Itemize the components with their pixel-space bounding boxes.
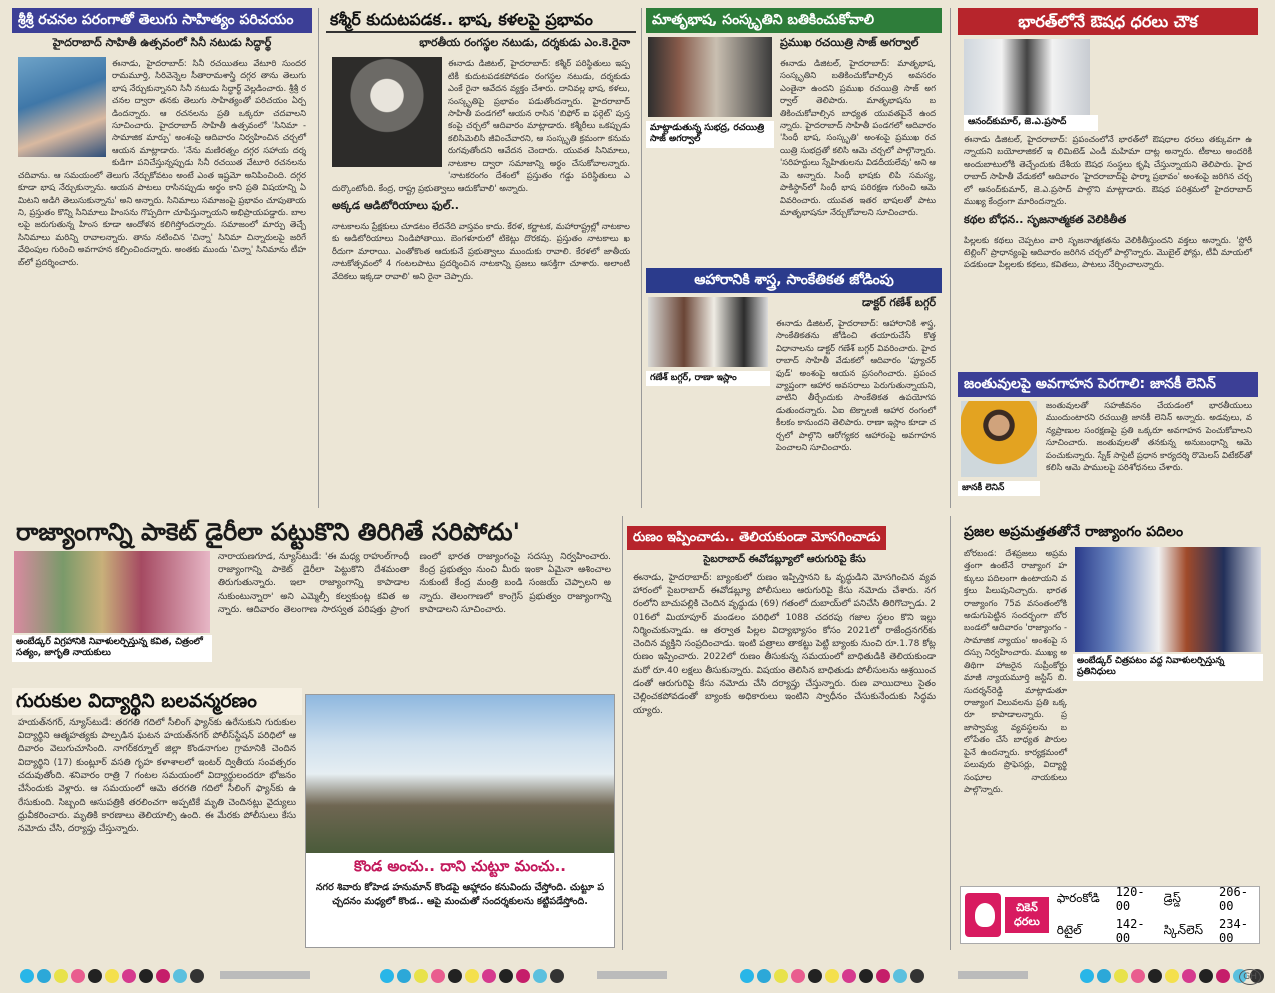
article-body-intro: బోరబండ: దేశప్రజలు అప్రమత్తంగా ఉంటేనే రాజ్యాంగ హక్కులు పదిలంగా ఉంటాయని వక్తలు పిలుపునిచ్చారు. భారత రాజ్యాంగం 75వ వసంతంలోకి అడుగుపెట్టిన సందర్భంగా బోరబండలో ఆదివారం 'రాజ్యాంగం - సామాజిక న్యాయం' అంశంపై సదస్సు నిర్వహించారు. ముఖ్య అతిథిగా హాజరైన సుప్రీంకోర్టు మాజీ న్యాయమూర్తి జస్టిస్ బి.సుదర్శన్‌రెడ్డి మాట్లాడుతూ రాజ్యాంగ విలువలను ప్రతి ఒక్కరూ కాపాడాలన్నారు. ప్రజాస్వామ్య వ్యవస్థలను బలోపేతం చేసే బాధ్యత పౌరులపైనే ఉందన్నారు. కార్యక్రమంలో పలువురు ప్రొఫెసర్లు, విద్యార్థి సంఘాల నాయకులు పాల్గొన్నారు. <box>964 547 1067 795</box>
registration-dot <box>859 969 873 983</box>
photo-caption: గణేశ్ బగ్గర్, రాణా ఇస్లాం <box>646 371 770 387</box>
registration-dot <box>842 969 856 983</box>
registration-dot <box>910 969 924 983</box>
article-body: నారాయణగూడ, న్యూస్‌టుడే: 'ఈ మధ్య రాహుల్‌గాంధీ రాజ్యాంగాన్ని పాకెట్ డైరీలా పెట్టుకొని దేశమంతా తిరుగుతున్నారు. ఇలా రాజ్యాంగాన్ని కాపాడాలనుకుంటున్నారా' అని ఎమ్మెల్సీ కల్వకుంట్ల కవిత అన్నారు. ఆదివారం తెలంగాణ సారస్వత పరిషత్తు ప్రాంగణంలో భారత రాజ్యాంగంపై సదస్సు నిర్వహించారు. కేంద్ర ప్రభుత్వం నుంచి మీరు ఇంకా ఏమైనా ఆశించాలనుకుంటే కేంద్ర మంత్రి బండి సంజయ్ చెప్పాలని అన్నారు. తెలంగాణలో కాంగ్రెస్ ప్రభుత్వం రాజ్యాంగాన్ని కాపాడాలని సూచించారు. <box>218 551 611 616</box>
headline: శ్రీశ్రీ రచనల పరంగాతో తెలుగు సాహిత్యం పరిచయం <box>12 8 312 33</box>
article-body: హయత్‌నగర్, న్యూస్‌టుడే: తరగతి గదిలో సీలింగ్ ఫ్యాన్‌కు ఉరేసుకుని గురుకుల విద్యార్థిని ఆత్మహత్యకు పాల్పడిన ఘటన హయత్‌నగర్ పోలీస్‌స్టేషన్ పరిధిలో ఆదివారం వెలుగుచూసింది. నాగర్‌కర్నూల్ జిల్లా కొండనాగుల గ్రామానికి చెందిన విద్యార్థిని (17) కుంట్లూర్ వసతి గృహ కళాశాలలో ఇంటర్ ద్వితీయ సంవత్సరం చదువుతోంది. శనివారం రాత్రి 7 గంటల సమయంలో విద్యార్థులందరూ భోజనం చేసేందుకు వెళ్లారు. ఆ సమయంలో ఆమె తరగతి గదిలో సీలింగ్ ఫ్యాన్‌కు ఉరేసుకుంది. సిబ్బంది ఆసుపత్రికి తరలించగా అప్పటికే మృతి చెందినట్లు వైద్యులు ధ్రువీకరించారు. మృతికి కారణాలు తెలియాల్సి ఉంది. ఈ మేరకు పోలీసులు కేసు నమోదు చేసి, దర్యాప్తు చేస్తున్నారు. <box>18 717 296 835</box>
registration-dot <box>139 969 153 983</box>
registration-dot <box>20 969 34 983</box>
registration-dot <box>774 969 788 983</box>
subheadline: సైబరాబాద్ ఈవోడబ్ల్యూలో ఆరుగురిపై కేసు <box>703 553 866 565</box>
headline: జంతువులపై అవగాహన పెరగాలి: జానకీ లెనిన్ <box>958 372 1258 397</box>
page-marker: GH <box>1239 969 1261 985</box>
headline: రాజ్యాంగాన్ని పాకెట్ డైరీలా పట్టుకొని తిరిగితే సరిపోదు' <box>16 518 520 546</box>
prices-logo-text: చికెన్ ధరలు <box>1005 897 1049 934</box>
article-constitution-safe <box>958 520 1263 882</box>
photo-feature-hill <box>305 694 615 948</box>
registration-dot <box>1131 969 1145 983</box>
registration-marks <box>20 969 204 983</box>
article-body: ఈనాడు డిజిటల్, హైదరాబాద్: ఆహారానికి శాస్త్ర, సాంకేతికతను జోడించి తయారుచేసే కొత్త విధానాలను డాక్టర్ గణేశ్ బగ్గర్ వివరించారు. హైదరాబాద్ సాహితీ వేడుకలో ఆదివారం 'ఫ్యూచర్ ఫుడ్' అంశంపై ఆయన ప్రసంగించారు. ప్రపంచ వ్యాప్తంగా ఆహార అవసరాలు పెరుగుతున్నాయని, వాటిని తీర్చేందుకు సాంకేతికత ఉపయోగపడుతుందన్నారు. ఏఐ టెక్నాలజీ ఆహార రంగంలో కీలకం కానుందని తెలిపారు. రాణా ఇస్లాం కూడా చర్చలో పాల్గొని ఆరోగ్యకర ఆహారంపై అవగాహన పెంచాలని సూచించారు. <box>776 317 936 453</box>
subheadline: ప్రముఖ రచయిత్రి సాజ్ అగర్వాల్ <box>780 35 919 49</box>
registration-dot <box>740 969 754 983</box>
registration-dot <box>482 969 496 983</box>
article-ganesh-baggar <box>646 268 942 508</box>
registration-dot <box>757 969 771 983</box>
registration-dot <box>431 969 445 983</box>
subheadline: డాక్టర్ గణేశ్ బగ్గర్ <box>862 295 936 309</box>
photo-caption: మాట్లాడుతున్న సుభద్ర, రచయిత్రి సాజ్ అగర్వాల్ <box>646 121 774 148</box>
registration-dot <box>1080 969 1094 983</box>
article-kavitha-constitution <box>12 516 617 684</box>
column-divider <box>622 516 623 950</box>
chicken-prices-box <box>960 886 1260 944</box>
headline: మాతృభాష, సంస్కృతిని బతికించుకోవాలి <box>646 8 942 33</box>
photo-siddharth <box>18 57 106 157</box>
registration-dot <box>1165 969 1179 983</box>
headline: ప్రజల అప్రమత్తతతోనే రాజ్యాంగం పదిలం <box>964 524 1184 540</box>
article-body: ఈనాడు డిజిటల్, హైదరాబాద్: మాతృభాష, సంస్కృతిని బతికించుకోవాల్సిన అవసరం ఎంతైనా ఉందని ప్రముఖ రచయిత్రి సాజ్ అగర్వాల్ తెలిపారు. మాతృభాషను బతికించుకోవాల్సిన బాధ్యత యువతపైనే ఉందన్నారు. హైదరాబాద్ సాహితీ పండగలో ఆదివారం 'సింధీ భాష, సంస్కృతి' అంశంపై ప్రముఖ రచయిత్రి సుభద్రతో కలిసి ఆమె చర్చలో పాల్గొన్నారు. 'సరిహద్దులు స్నేహితులను విడదీయలేవు' అని ఆమె అన్నారు. సింధీ భాషకు లిపి సమస్య, పాకిస్థాన్‌లో సింధీ భాష పరిరక్షణ గురించి ఆమె వివరించారు. యువత ఇతర భాషలతో పాటు మాతృభాషనూ నేర్చుకోవాలని సూచించారు. <box>780 57 936 218</box>
article-siddharth <box>12 8 312 508</box>
photo-caption: అంబేడ్కర్ చిత్రపటం వద్ద నివాళులర్పిస్తున్న ప్రతినిధులు <box>1073 654 1263 681</box>
registration-dot <box>1114 969 1128 983</box>
chicken-icon <box>965 893 1001 937</box>
registration-dot <box>1216 969 1230 983</box>
registration-dot <box>1148 969 1162 983</box>
article-body: జంతువులతో సహజీవనం చేయడంలో భారతీయులు ముందుంటారని రచయిత్రి జానకీ లెనిన్ అన్నారు. అడవులు, వన్యప్రాణుల సంరక్షణపై ప్రతి ఒక్కరూ అవగాహన పెంచుకోవాలని సూచించారు. జంతువులతో తనకున్న అనుబంధాన్ని ఆమె పంచుకున్నారు. స్నేక్ సాసైటీ ప్రధాన కార్యదర్శి రొమెలస్ విటేకర్‌తో కలిసి ఆమె పాములపై పరిశోధనలు చేశారు. <box>1046 399 1252 472</box>
headline: ఆహారానికి శాస్త్ర, సాంకేతికత జోడింపు <box>646 268 942 293</box>
subheadline-2: కథల బోధన.. సృజనాత్మకత వెలికితీత <box>964 212 1127 226</box>
registration-bar <box>597 971 667 979</box>
article-body-2: పిల్లలకు కథలు చెప్పటం వారి సృజనాత్మకతను వెలికితీస్తుందని వక్తలు అన్నారు. 'స్టోరీ టెల్లింగ్' ప్రాధాన్యంపై ఆదివారం జరిగిన చర్చలో పాల్గొన్నారు. మొబైల్ ఫోన్లు, టీవీ మాయలో పడకుండా పిల్లలకు కథలు, కవితలు, పాటలు నేర్పించాలన్నారు. <box>964 234 1252 270</box>
subheadline: హైదరాబాద్ సాహితీ ఉత్సవంలో సినీ నటుడు సిద్ధార్థ్ <box>52 35 272 49</box>
registration-dot <box>105 969 119 983</box>
registration-dot <box>380 969 394 983</box>
article-drug-prices <box>958 8 1258 370</box>
registration-dot <box>71 969 85 983</box>
registration-marks <box>740 969 924 983</box>
photo-kavitha <box>14 551 210 633</box>
registration-dot <box>791 969 805 983</box>
registration-dot <box>499 969 513 983</box>
registration-marks <box>1080 969 1264 983</box>
photo-panel <box>648 297 768 367</box>
table-row: ఫారంకోడి 120-00 డ్రెస్డ్ 206-00 <box>1056 885 1248 913</box>
photo-caption: ఆనంద్‌కుమార్, జె.ఎ.ప్రసాద్ <box>964 115 1098 131</box>
article-janaki-lenin <box>958 372 1258 508</box>
registration-dot <box>414 969 428 983</box>
article-mk-raina <box>326 8 636 508</box>
article-body: ఈనాడు, హైదరాబాద్: బ్యాంకులో రుణం ఇప్పిస్తానని ఓ వృద్ధుడిని మోసగించిన వ్యవహారంలో సైబరాబాద్ ఈవోడబ్ల్యూ పోలీసులు ఆరుగురిపై కేసు నమోదు చేశారు. నగరంలోని బాచుపల్లికి చెందిన వృద్ధుడు (69) గతంలో దుబాయ్‌లో పనిచేసి తిరిగొచ్చాడు. 2016లో మియాపూర్ మండలం పరిధిలో 1088 చదరపు గజాల స్థలం కొని ఇల్లు నిర్మించుకున్నాడు. ఆ తర్వాత పిల్లల విద్యాభ్యాసం కోసం 2021లో రాజేంద్రనగర్‌కు చెందిన వ్యక్తిని సంప్రదించాడు. ఇంటి పత్రాలు తాకట్టు పెట్టి బ్యాంకు నుంచి రూ.1.78 కోట్ల రుణం ఇప్పించారు. 2022లో రుణం తీసుకున్న సమయంలో బాధితుడికి తెలియకుండా మరో రూ.40 లక్షలు తీసుకున్నారు. విషయం తెలిసిన బాధితుడు పోలీసులను ఆశ్రయించడంతో ఆరుగురిపై కేసు నమోదు చేసి దర్యాప్తు చేస్తున్నారు. రుణ వాయిదాలు సైతం చెల్లించకపోవడంతో బ్యాంకు అధికారులు ఇంటిని స్వాధీనం చేసుకునేందుకు సిద్ధమయ్యారు. <box>633 572 936 716</box>
headline: కశ్మీర్ కుదుటపడక.. భాష, కళలపై ప్రభావం <box>326 8 636 33</box>
registration-dot <box>825 969 839 983</box>
registration-dot <box>1097 969 1111 983</box>
registration-dot <box>54 969 68 983</box>
headline: గురుకుల విద్యార్థిని బలవన్మరణం <box>12 688 302 715</box>
column-divider <box>641 8 642 508</box>
photo-title: కొండ అంచు.. దాని చుట్టూ మంచు.. <box>354 857 566 875</box>
photo-janaki-lenin <box>961 401 1037 477</box>
registration-dot <box>88 969 102 983</box>
registration-dot <box>876 969 890 983</box>
registration-dot <box>893 969 907 983</box>
photo-caption: జానకీ లెనిన్ <box>958 481 1040 497</box>
registration-marks <box>380 969 564 983</box>
registration-dot <box>808 969 822 983</box>
registration-dot <box>37 969 51 983</box>
column-divider <box>950 8 951 508</box>
registration-dot <box>533 969 547 983</box>
registration-dot <box>448 969 462 983</box>
column-divider <box>318 8 319 508</box>
registration-bar <box>958 971 1028 979</box>
article-gurukul-student <box>12 688 302 950</box>
registration-dot <box>173 969 187 983</box>
prices-table <box>1049 883 1259 947</box>
article-body-2: నాటకాలను ప్రేక్షకులు చూడటం లేదనేది వాస్తవం కాదు. కేరళ, కర్ణాటక, మహారాష్ట్రల్లో నాటకాలకు ఆడిటోరియాలు నిండిపోతాయి. బెంగళూరులో టికెట్లు దొరకవు. ప్రస్తుతం నాటకాలు ఖరీదుగా మారాయి. ఎంతోకొంత ఆదుకునే ప్రభుత్వాలు ముందుకు రావాలి. కేరళలో జాతీయ నాటకోత్సవంలో 4 గంటలపాటు ప్రదర్శించిన నాటకాన్ని ప్రజలు ఆసక్తిగా చూశారు. అలాంటి వేదికలు ఇక్కడా రావాలి' అని రైనా చెప్పారు. <box>332 221 630 281</box>
photo-ambedkar-tribute <box>1075 547 1261 652</box>
subheadline-2: అక్కడ ఆడిటోరియాలు ఫుల్.. <box>332 199 459 212</box>
registration-dot <box>465 969 479 983</box>
registration-dot <box>1182 969 1196 983</box>
registration-dot <box>156 969 170 983</box>
photo-hill-mist <box>306 695 614 853</box>
table-row: రిటైల్ 142-00 స్కిన్‌లెస్ 234-00 <box>1056 917 1248 945</box>
photo-caption: నగర శివారు కోహెడ హనుమాన్ కొండపై ఆహ్లాదం కనువిందు చేస్తోంది. చుట్టూ పచ్చదనం మధ్యలో కొండ.. ఆపై మంచుతో సందర్శకులను కట్టిపడేస్తోంది. <box>315 882 605 908</box>
subheadline: భారతీయ రంగస్థల నటుడు, దర్శకుడు ఎం.కె.రైనా <box>419 36 630 50</box>
registration-bar <box>220 971 310 979</box>
article-loan-fraud <box>627 526 942 950</box>
article-body: ఈనాడు డిజిటల్, హైదరాబాద్: ప్రపంచంలోనే భారత్‌లో ఔషధాల ధరలు తక్కువగా ఉన్నాయని బయోలాజికల్ ఇ లిమిటెడ్ ఎండీ మహిమా దాట్ల అన్నారు. టీకాలు అందరికీ అందుబాటులోకి తెచ్చేందుకు దేశీయ ఔషధ సంస్థలు కృషి చేస్తున్నాయని తెలిపారు. హైదరాబాద్ సాహితీ వేడుకలో ఆదివారం 'హైదరాబాద్‌పై ఫార్మా ప్రభావం' అంశంపై జరిగిన చర్చలో ఆనంద్‌కుమార్, జె.ఎ.ప్రసాద్ పాల్గొని మాట్లాడారు. ఔషధ పరిశ్రమలో హైదరాబాద్ ముఖ్య కేంద్రంగా మారిందన్నారు. <box>964 133 1252 207</box>
photo-pharma-panel <box>964 39 1090 115</box>
article-saj-agarwal <box>646 8 942 266</box>
registration-dot <box>550 969 564 983</box>
headline: భారత్‌లోనే ఔషధ ధరలు చౌక <box>958 8 1258 35</box>
registration-dot <box>397 969 411 983</box>
registration-dot <box>122 969 136 983</box>
article-body: ఈనాడు డిజిటల్, హైదరాబాద్: కశ్మీర్ పరిస్థితులు ఇప్పటికీ కుదుటపడకపోవడం రంగస్థల నటుడు, దర్శకుడు ఎంకే రైనా ఆవేదన వ్యక్తం చేశారు. దానివల్ల భాష, కళలు, సంస్కృతిపై ప్రభావం పడుతోందన్నారు. హైదరాబాద్ సాహితీ పండగలో ఆయన రాసిన 'బిఫోర్ ఐ ఫర్గెట్' పుస్తకంపై చర్చలో ఆదివారం మాట్లాడారు. కశ్మీరీలు ఒకప్పుడు కలిసిమెలిసి జీవించేవారని, ఆ సంస్కృతి క్రమంగా కనుమరుగవుతోందని ఆవేదన చెందారు. యువత సినిమాలు, నాటకాల ద్వారా సమాజాన్ని అర్థం చేసుకోవాలన్నారు. 'నాటకరంగం దేశంలో ప్రస్తుతం గడ్డు పరిస్థితులు ఎదుర్కొంటోంది. కేంద్ర, రాష్ట్ర ప్రభుత్వాలు ఆదుకోవాలి' అన్నారు. <box>332 58 630 193</box>
photo-mk-raina <box>332 57 442 167</box>
article-body: ఈనాడు, హైదరాబాద్: సినీ రచయితలు వేటూరి సుందరరామమూర్తి, సిరివెన్నెల సీతారామశాస్త్రి దగ్గర తాను తెలుగు భాష నేర్చుకున్నానని సినీ నటుడు సిద్ధార్థ్ వెల్లడించారు. శ్రీశ్రీ రచనల ద్వారా తనకు తెలుగు సాహిత్యంతో పరిచయం ఏర్పడిందన్నారు. ఆ రచనలను ప్రతి ఒక్కరూ చదవాలని సూచించారు. హైదరాబాద్ సాహితీ ఉత్సవంలో 'సినిమా - సామాజిక మార్పు' అంశంపై ఆదివారం నిర్వహించిన చర్చలో ఆయన మాట్లాడారు. 'నేను మణిరత్నం దగ్గర సహాయ దర్శకుడిగా పనిచేస్తున్నప్పుడు సినీ రచయిత వేటూరి రచనలను చదివాను. ఆ సమయంలో తెలుగు నేర్చుకోవటం అంటే ఎంత ఇష్టమో అనిపించింది. దగ్గర కూడా భాష నేర్చుకున్నాను. ఆయన పాటలు రాసినప్పుడు అర్థం కాని ప్రతి విషయాన్ని ఏమిటని అడిగి తెలుసుకున్నాను' అని అన్నారు. సినిమాలు సమాజంపై ప్రభావం చూపుతాయని, ప్రస్తుతం కొన్ని సినిమాలు హింసను గొప్పదిగా చూపిస్తున్నాయని అభిప్రాయపడ్డారు. బాలలపై జరుగుతున్న హింస కూడా ఆందోళన కలిగిస్తోందన్నారు. సమాజంలో మార్పు తెచ్చే సినిమాలు మరిన్ని రావాలన్నారు. తాను నటించిన 'చిన్నా' సినిమా చిన్నారులపై జరిగే వేధింపుల గురించి అవగాహన కల్పించిందన్నారు. అంతకు ముందు 'చిన్నా' సినిమాను టీహబ్‌లో ప్రదర్శించారు. <box>18 57 306 267</box>
column-divider <box>950 516 951 950</box>
registration-dot <box>190 969 204 983</box>
photo-caption: అంబేడ్కర్ విగ్రహానికి నివాళులర్పిస్తున్న కవిత, చిత్రంలో సత్యం, జాగృతి నాయకులు <box>12 635 212 662</box>
registration-dot <box>516 969 530 983</box>
photo-panel <box>648 37 772 117</box>
registration-dot <box>1199 969 1213 983</box>
headline: రుణం ఇప్పించాడు.. తెలియకుండా మోసగించాడు <box>627 526 886 550</box>
